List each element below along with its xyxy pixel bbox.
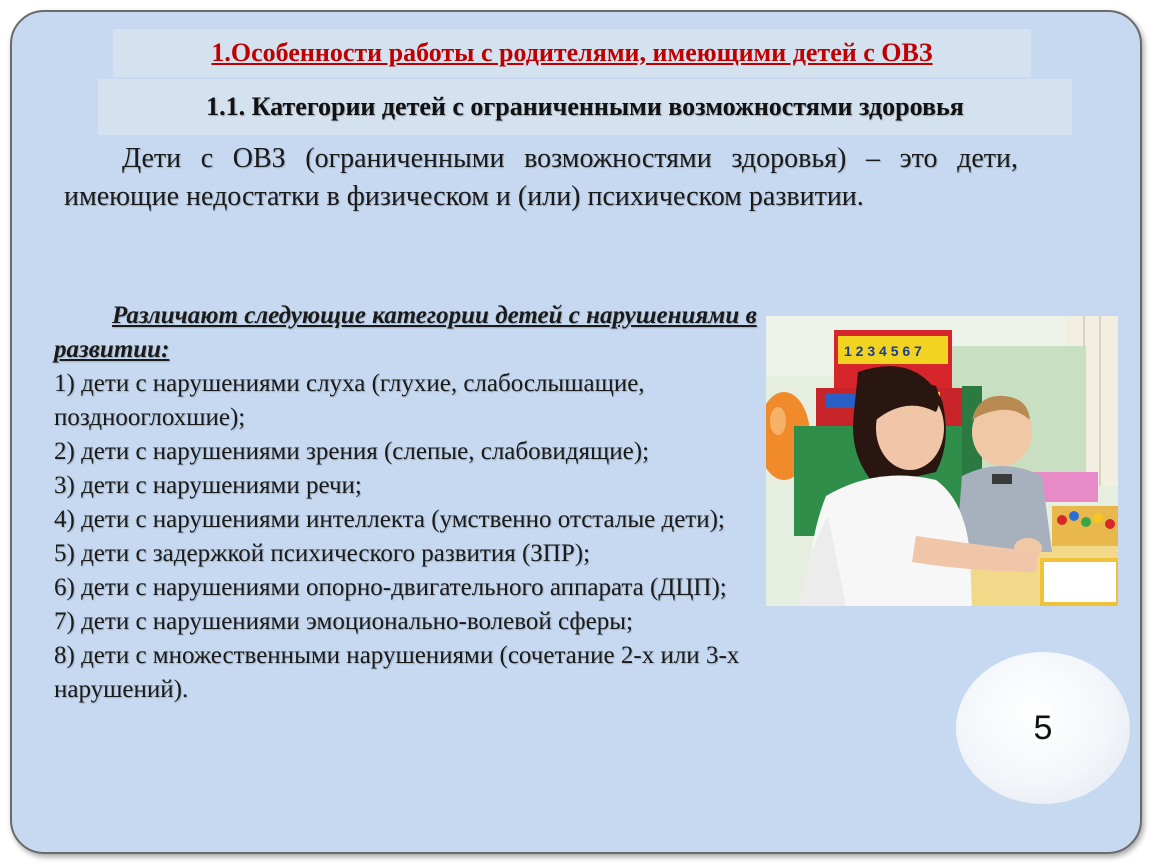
category-item: 7) дети с нарушениями эмоционально-волевой сферы; [54,608,633,635]
categories-heading: Различают следующие категории детей с нарушениями в развитии: [54,302,757,363]
categories-block [54,299,774,707]
category-item: 8) дети с множественными нарушениями (сочетание 2-х или 3-х нарушений). [54,642,740,703]
category-item: 1) дети с нарушениями слуха (глухие, слабослышащие, позднооглохшие); [54,370,645,431]
page-number: 5 [1033,708,1053,747]
definition-text: Дети с ОВЗ (ограниченными возможностями здоровья) – это дети, имеющие недостатки в физическом и (или) психическом развитии. [64,143,1018,212]
photo-number-strip: 1 2 3 4 5 6 7 [844,343,922,359]
photo-teacher-with-child [766,316,1118,606]
category-item: 4) дети с нарушениями интеллекта (умственно отсталые дети); [54,506,725,533]
slide-title: 1.Особенности работы с родителями, имеющими детей с ОВЗ [211,38,933,67]
page-number-circle [956,652,1130,804]
title-box [113,29,1031,77]
photo-illustration [766,316,1118,606]
category-item: 6) дети с нарушениями опорно-двигательного аппарата (ДЦП); [54,574,727,601]
category-item: 3) дети с нарушениями речи; [54,472,362,499]
subtitle-box [98,79,1072,135]
category-item: 2) дети с нарушениями зрения (слепые, слабовидящие); [54,438,650,465]
category-item: 5) дети с задержкой психического развития (ЗПР); [54,540,591,567]
slide-frame [10,10,1142,854]
slide-subtitle: 1.1. Категории детей с ограниченными возможностями здоровья [206,92,964,121]
categories-list [54,367,774,707]
